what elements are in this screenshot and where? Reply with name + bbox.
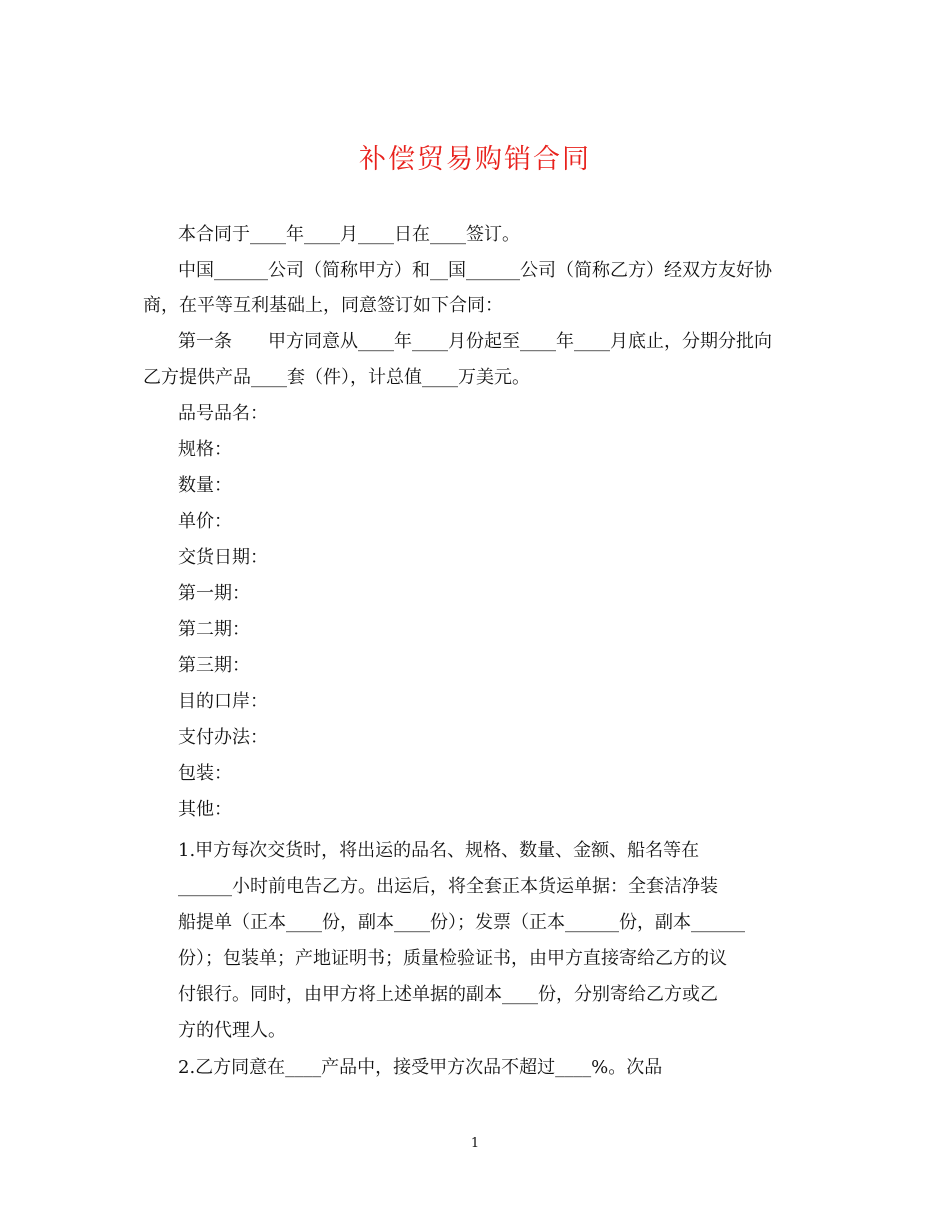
paragraph-line: 中国______公司（简称甲方）和__国______公司（简称乙方）经双方友好协 [178, 260, 772, 281]
paragraph-line: 第一条 甲方同意从____年____月份起至____年____月底止，分期分批向 [178, 331, 772, 352]
paragraph-line: ______小时前电告乙方。出运后，将全套正本货运单据：全套洁净装 [178, 876, 718, 897]
field-label: 第一期： [178, 583, 250, 604]
paragraph-line: 本合同于____年____月____日在____签订。 [178, 224, 520, 245]
field-label: 包装： [178, 763, 232, 784]
paragraph-line: 份）；包装单；产地证明书；质量检验证书，由甲方直接寄给乙方的议 [178, 948, 727, 969]
field-label: 单价： [178, 511, 232, 532]
page-number: 1 [470, 1136, 480, 1151]
paragraph-line: 乙方提供产品____套（件），计总值____万美元。 [143, 367, 530, 388]
field-label: 品号品名： [178, 403, 268, 424]
paragraph-line: 付银行。同时，由甲方将上述单据的副本____份，分别寄给乙方或乙 [178, 984, 718, 1005]
field-label: 其他： [178, 799, 232, 820]
field-label: 交货日期： [178, 547, 268, 568]
field-label: 支付办法： [178, 727, 268, 748]
field-label: 目的口岸： [178, 691, 268, 712]
paragraph-line: 商，在平等互利基础上，同意签订如下合同： [143, 295, 503, 316]
paragraph-line: 船提单（正本____份，副本____份）；发票（正本______份，副本______ [178, 912, 745, 933]
field-label: 第二期： [178, 619, 250, 640]
paragraph-line: 方的代理人。 [178, 1020, 286, 1041]
field-label: 数量： [178, 475, 232, 496]
paragraph-line: 1.甲方每次交货时，将出运的品名、规格、数量、金额、船名等在 [178, 840, 700, 861]
document-title: 补偿贸易购销合同 [359, 144, 591, 175]
paragraph-line: 2.乙方同意在____产品中，接受甲方次品不超过____%。次品 [178, 1057, 663, 1078]
field-label: 第三期： [178, 655, 250, 676]
field-label: 规格： [178, 439, 232, 460]
